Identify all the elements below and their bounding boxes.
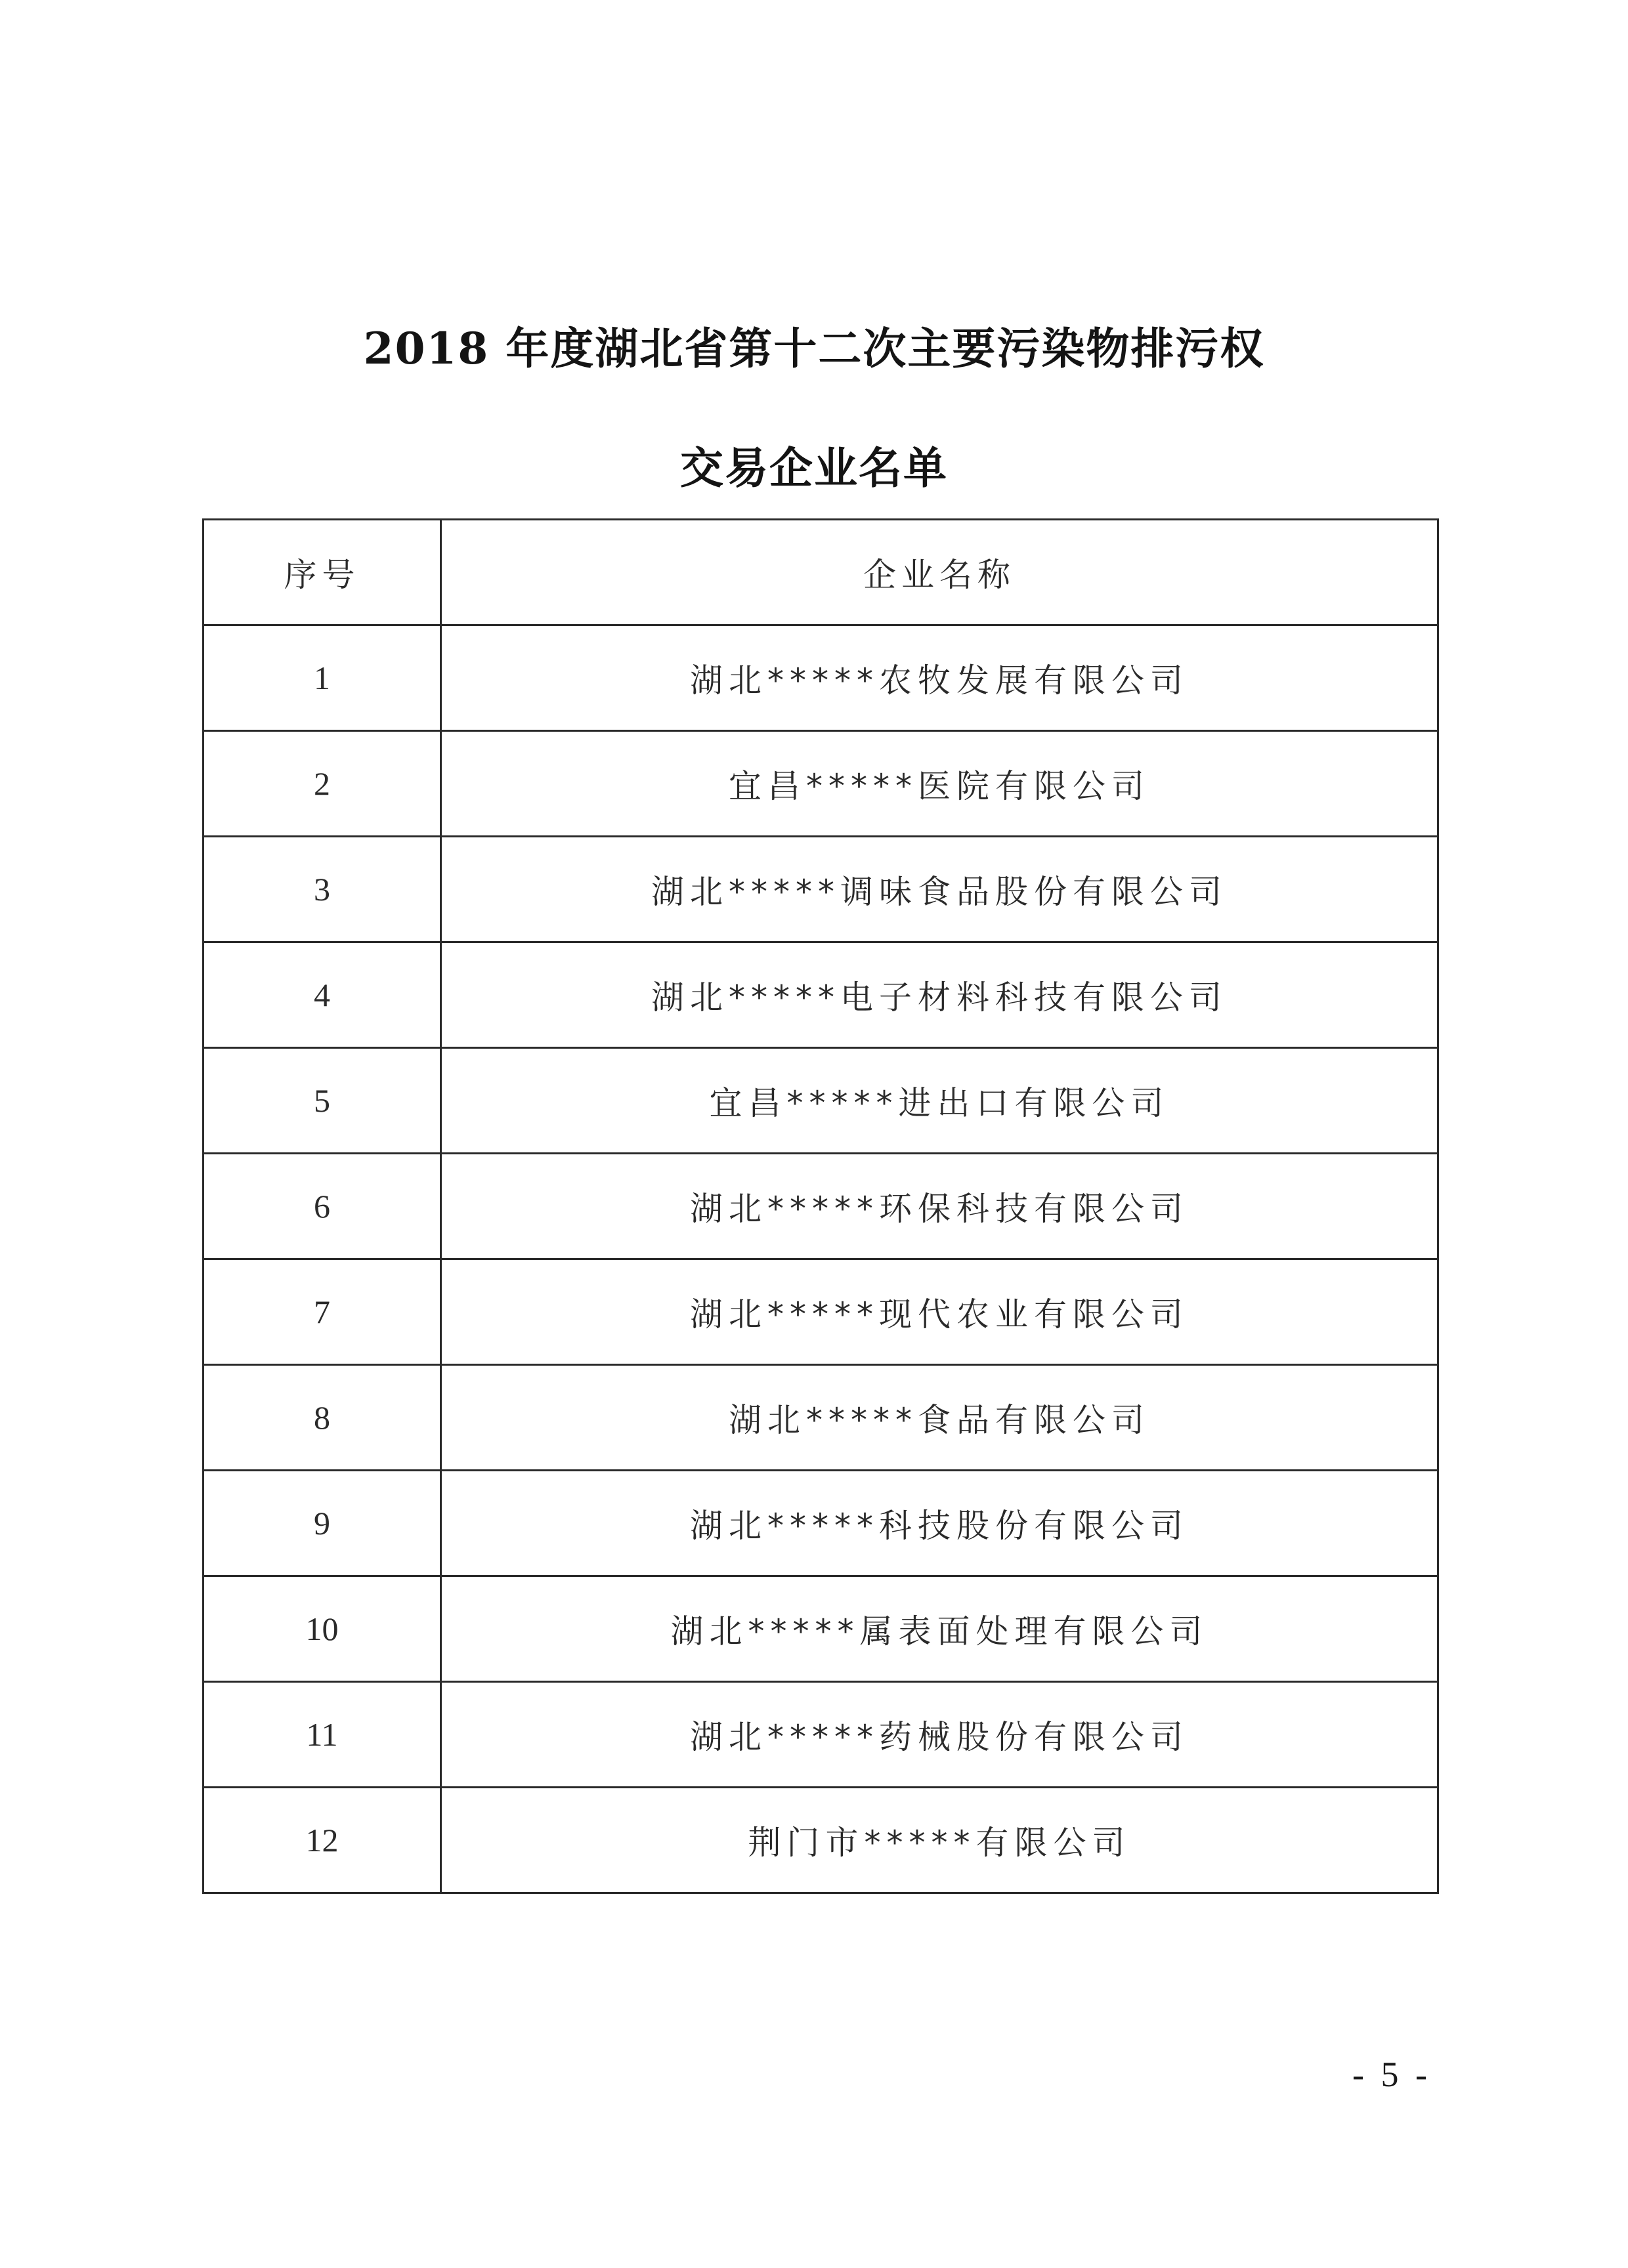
table-row [204,1048,1438,1154]
row-company-name: 宜昌*****医院有限公司 [441,731,1438,837]
row-serial-number: 3 [204,837,441,942]
row-company-name: 湖北*****调味食品股份有限公司 [441,837,1438,942]
row-company-name: 湖北*****电子材料科技有限公司 [441,942,1438,1048]
table-row [204,1682,1438,1788]
table-row [204,625,1438,731]
row-serial-number: 4 [204,942,441,1048]
row-serial-number: 8 [204,1365,441,1471]
row-company-name: 湖北*****农牧发展有限公司 [441,625,1438,731]
row-company-name: 宜昌*****进出口有限公司 [441,1048,1438,1154]
document-title-line-1: 2018 年度湖北省第十二次主要污染物排污权 [363,323,1265,374]
table-row [204,1471,1438,1576]
row-company-name: 湖北*****环保科技有限公司 [441,1154,1438,1259]
row-serial-number: 9 [204,1471,441,1576]
row-serial-number: 1 [204,625,441,731]
row-serial-number: 2 [204,731,441,837]
row-serial-number: 12 [204,1788,441,1893]
company-list-table [202,518,1439,1894]
table-row [204,1259,1438,1365]
page-number: - 5 - [1352,2055,1431,2094]
table-row [204,942,1438,1048]
table-row [204,837,1438,942]
header-serial-number: 序号 [204,520,441,625]
row-serial-number: 6 [204,1154,441,1259]
row-company-name: 湖北*****属表面处理有限公司 [441,1576,1438,1682]
row-company-name: 湖北*****科技股份有限公司 [441,1471,1438,1576]
row-serial-number: 5 [204,1048,441,1154]
header-company-name: 企业名称 [441,520,1438,625]
row-company-name: 湖北*****现代农业有限公司 [441,1259,1438,1365]
document-title-line-2: 交易企业名单 [680,442,948,494]
row-serial-number: 10 [204,1576,441,1682]
table-row [204,1788,1438,1893]
table-row [204,1576,1438,1682]
row-company-name: 湖北*****食品有限公司 [441,1365,1438,1471]
table-header-row [204,520,1438,625]
row-serial-number: 7 [204,1259,441,1365]
table-row [204,1365,1438,1471]
row-company-name: 荆门市*****有限公司 [441,1788,1438,1893]
row-company-name: 湖北*****药械股份有限公司 [441,1682,1438,1788]
row-serial-number: 11 [204,1682,441,1788]
table-row [204,1154,1438,1259]
table-row [204,731,1438,837]
